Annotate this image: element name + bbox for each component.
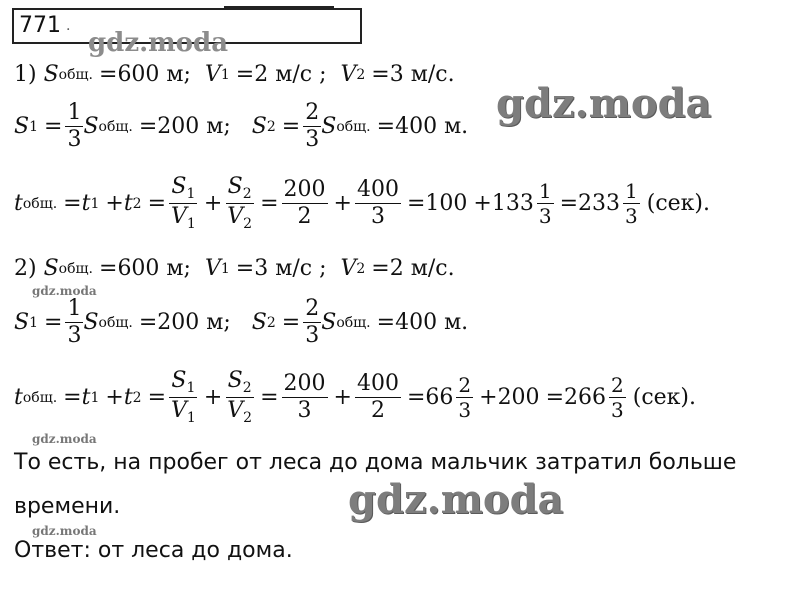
plus-sign: + [203, 191, 223, 216]
symbol-v: V [171, 204, 187, 229]
subscript-total: общ. [98, 314, 133, 331]
watermark-top: gdz.moda [88, 28, 229, 58]
fraction [456, 375, 473, 420]
part1-given-line [14, 62, 455, 87]
numerator: 1 [538, 179, 552, 203]
numerator: 2 [611, 373, 624, 397]
subscript-1: 1 [186, 186, 196, 202]
symbol-t: t [123, 385, 133, 410]
subscript-2: 2 [242, 380, 252, 396]
subscript-1: 1 [186, 380, 196, 396]
symbol-s: S [43, 62, 59, 87]
fraction [355, 373, 401, 422]
watermark-small-1: gdz.moda [32, 284, 97, 298]
subscript-2: 2 [242, 186, 252, 202]
symbol-t: t [14, 191, 23, 216]
numerator: 1 [67, 100, 82, 125]
numerator: 2 [458, 373, 472, 397]
subscript-2: 2 [356, 66, 366, 83]
symbol-s: S [14, 114, 30, 139]
semicolon: ; [223, 114, 231, 139]
denominator: 3 [305, 127, 320, 152]
symbol-v: V [227, 204, 244, 229]
subscript-2: 2 [132, 195, 142, 212]
subscript-2: 2 [132, 389, 142, 406]
equals-sign: = [138, 310, 158, 335]
fraction [282, 179, 328, 228]
symbol-s: S [227, 368, 243, 393]
subscript-1: 1 [220, 66, 230, 83]
symbol-s: S [321, 310, 337, 335]
part2-prefix: 2) [14, 256, 37, 281]
subscript-total: общ. [336, 118, 371, 135]
part2-unit: (сек). [632, 385, 696, 410]
semicolon: ; [183, 256, 191, 281]
subscript-2: 2 [266, 118, 276, 135]
part2-time-line [14, 370, 696, 425]
semicolon: ; [223, 310, 231, 335]
equals-sign: = [371, 256, 390, 281]
part2-t-second-whole: 200 [497, 385, 540, 410]
subscript-2: 2 [243, 410, 253, 426]
watermark-right: gdz.moda [496, 80, 712, 127]
symbol-v: V [171, 398, 187, 423]
equals-sign: = [260, 385, 279, 410]
part2-v1: 3 м/с [254, 256, 313, 281]
equals-sign: = [281, 114, 301, 139]
symbol-v: V [204, 62, 221, 87]
denominator: 3 [67, 323, 82, 348]
subscript-1: 1 [90, 195, 100, 212]
part1-v2: 3 м/с. [389, 62, 455, 87]
subscript-1: 1 [29, 314, 38, 331]
equals-sign: = [281, 310, 301, 335]
equals-sign: = [406, 385, 426, 410]
semicolon: ; [183, 62, 191, 87]
fraction [537, 181, 554, 226]
subscript-total: общ. [58, 260, 93, 277]
numerator: 400 [356, 177, 399, 202]
denominator: 3 [297, 398, 312, 423]
equals-sign: = [99, 256, 118, 281]
subscript-1: 1 [220, 260, 230, 277]
part1-unit: (сек). [646, 191, 710, 216]
numerator [226, 370, 254, 398]
part2-t-result-whole: 266 [564, 385, 606, 410]
plus-sign: + [105, 191, 124, 216]
equals-sign: = [44, 310, 63, 335]
part2-t-first-whole: 66 [425, 385, 454, 410]
part2-s-total: 600 м [117, 256, 184, 281]
numerator: 200 [283, 371, 326, 396]
equals-sign: = [371, 62, 390, 87]
fraction [282, 373, 328, 422]
symbol-s: S [227, 174, 243, 199]
fraction-s2-v2 [225, 176, 254, 231]
symbol-s: S [14, 310, 30, 335]
part1-v1: 2 м/с [254, 62, 313, 87]
subscript-total: общ. [22, 389, 58, 406]
denominator: 3 [458, 398, 472, 422]
denominator [225, 398, 254, 425]
subscript-total: общ. [98, 118, 133, 135]
denominator: 3 [611, 398, 624, 422]
task-number: 771 [19, 13, 61, 38]
plus-sign: + [473, 191, 492, 216]
part1-distances-line [14, 102, 468, 151]
part1-s-total: 600 м [117, 62, 184, 87]
denominator [169, 398, 198, 425]
subscript-1: 1 [90, 389, 100, 406]
semicolon: ; [319, 256, 327, 281]
equals-sign: = [406, 191, 426, 216]
denominator: 3 [305, 323, 320, 348]
fraction-s1-v1 [169, 176, 198, 231]
answer-line: Ответ: от леса до дома. [14, 538, 293, 563]
symbol-t: t [81, 385, 91, 410]
conclusion-line-2: времени. [14, 494, 121, 519]
denominator [225, 204, 254, 231]
symbol-t: t [123, 191, 133, 216]
symbol-s: S [321, 114, 337, 139]
part1-t-result-whole: 233 [578, 191, 620, 216]
numerator [169, 176, 197, 204]
fraction [303, 298, 321, 347]
symbol-t: t [81, 191, 91, 216]
semicolon: ; [319, 62, 327, 87]
numerator: 1 [625, 179, 638, 203]
subscript-total: общ. [58, 66, 93, 83]
denominator: 2 [370, 398, 385, 423]
subscript-1: 1 [186, 216, 196, 232]
denominator: 3 [370, 204, 385, 229]
part2-distances-line [14, 298, 468, 347]
numerator [226, 176, 254, 204]
fraction-s2-v2 [225, 370, 254, 425]
part1-prefix: 1) [14, 62, 37, 87]
equals-sign: = [138, 114, 158, 139]
subscript-2: 2 [243, 216, 253, 232]
symbol-s: S [171, 174, 187, 199]
subscript-2: 2 [356, 260, 366, 277]
symbol-s: S [251, 114, 267, 139]
subscript-total: общ. [22, 195, 58, 212]
part2-v2: 2 м/с. [389, 256, 455, 281]
part1-s1-value: 200 м [157, 114, 224, 139]
fraction [355, 179, 401, 228]
equals-sign: = [63, 385, 82, 410]
equals-sign: = [559, 191, 578, 216]
equals-sign: = [235, 62, 255, 87]
subscript-1: 1 [186, 410, 196, 426]
equals-sign: = [376, 114, 396, 139]
denominator: 3 [625, 204, 638, 228]
numerator: 2 [305, 296, 320, 321]
part2-given-line [14, 256, 455, 281]
equals-sign: = [235, 256, 255, 281]
equals-sign: = [99, 62, 118, 87]
equals-sign: = [260, 191, 279, 216]
symbol-s: S [43, 256, 59, 281]
fraction [623, 181, 640, 226]
watermark-small-2: gdz.moda [32, 432, 97, 446]
watermark-center: gdz.moda [348, 476, 564, 523]
symbol-s: S [251, 310, 267, 335]
part1-t-whole: 100 [425, 191, 468, 216]
fraction [65, 102, 83, 151]
plus-sign: + [333, 385, 352, 410]
denominator: 3 [67, 127, 82, 152]
symbol-s: S [83, 310, 99, 335]
part1-time-line [14, 176, 710, 231]
conclusion-line-1: То есть, на пробег от леса до дома мальчик затратил больше [14, 450, 737, 475]
plus-sign: + [333, 191, 352, 216]
symbol-v: V [340, 62, 357, 87]
subscript-2: 2 [266, 314, 276, 331]
plus-sign: + [203, 385, 223, 410]
symbol-v: V [227, 398, 244, 423]
fraction [65, 298, 83, 347]
numerator [169, 370, 197, 398]
symbol-s: S [171, 368, 187, 393]
denominator: 2 [297, 204, 312, 229]
denominator: 3 [538, 204, 552, 228]
denominator [169, 204, 198, 231]
part2-s1-value: 200 м [157, 310, 224, 335]
fraction [609, 375, 626, 420]
plus-sign: + [479, 385, 498, 410]
equals-sign: = [376, 310, 396, 335]
numerator: 400 [356, 371, 399, 396]
top-decorative-bar [224, 6, 334, 10]
symbol-s: S [83, 114, 99, 139]
numerator: 1 [67, 296, 82, 321]
part2-s2-value: 400 м. [395, 310, 469, 335]
equals-sign: = [545, 385, 564, 410]
numerator: 200 [283, 177, 326, 202]
task-number-dot: . [66, 18, 71, 34]
part1-s2-value: 400 м. [395, 114, 469, 139]
equals-sign: = [44, 114, 63, 139]
plus-sign: + [105, 385, 124, 410]
symbol-v: V [204, 256, 221, 281]
subscript-1: 1 [29, 118, 38, 135]
symbol-v: V [340, 256, 357, 281]
part1-t-second-whole: 133 [491, 191, 534, 216]
equals-sign: = [63, 191, 82, 216]
fraction [303, 102, 321, 151]
subscript-total: общ. [336, 314, 371, 331]
equals-sign: = [147, 191, 167, 216]
fraction-s1-v1 [169, 370, 198, 425]
symbol-t: t [14, 385, 23, 410]
numerator: 2 [305, 100, 320, 125]
equals-sign: = [147, 385, 167, 410]
watermark-small-3: gdz.moda [32, 524, 97, 538]
